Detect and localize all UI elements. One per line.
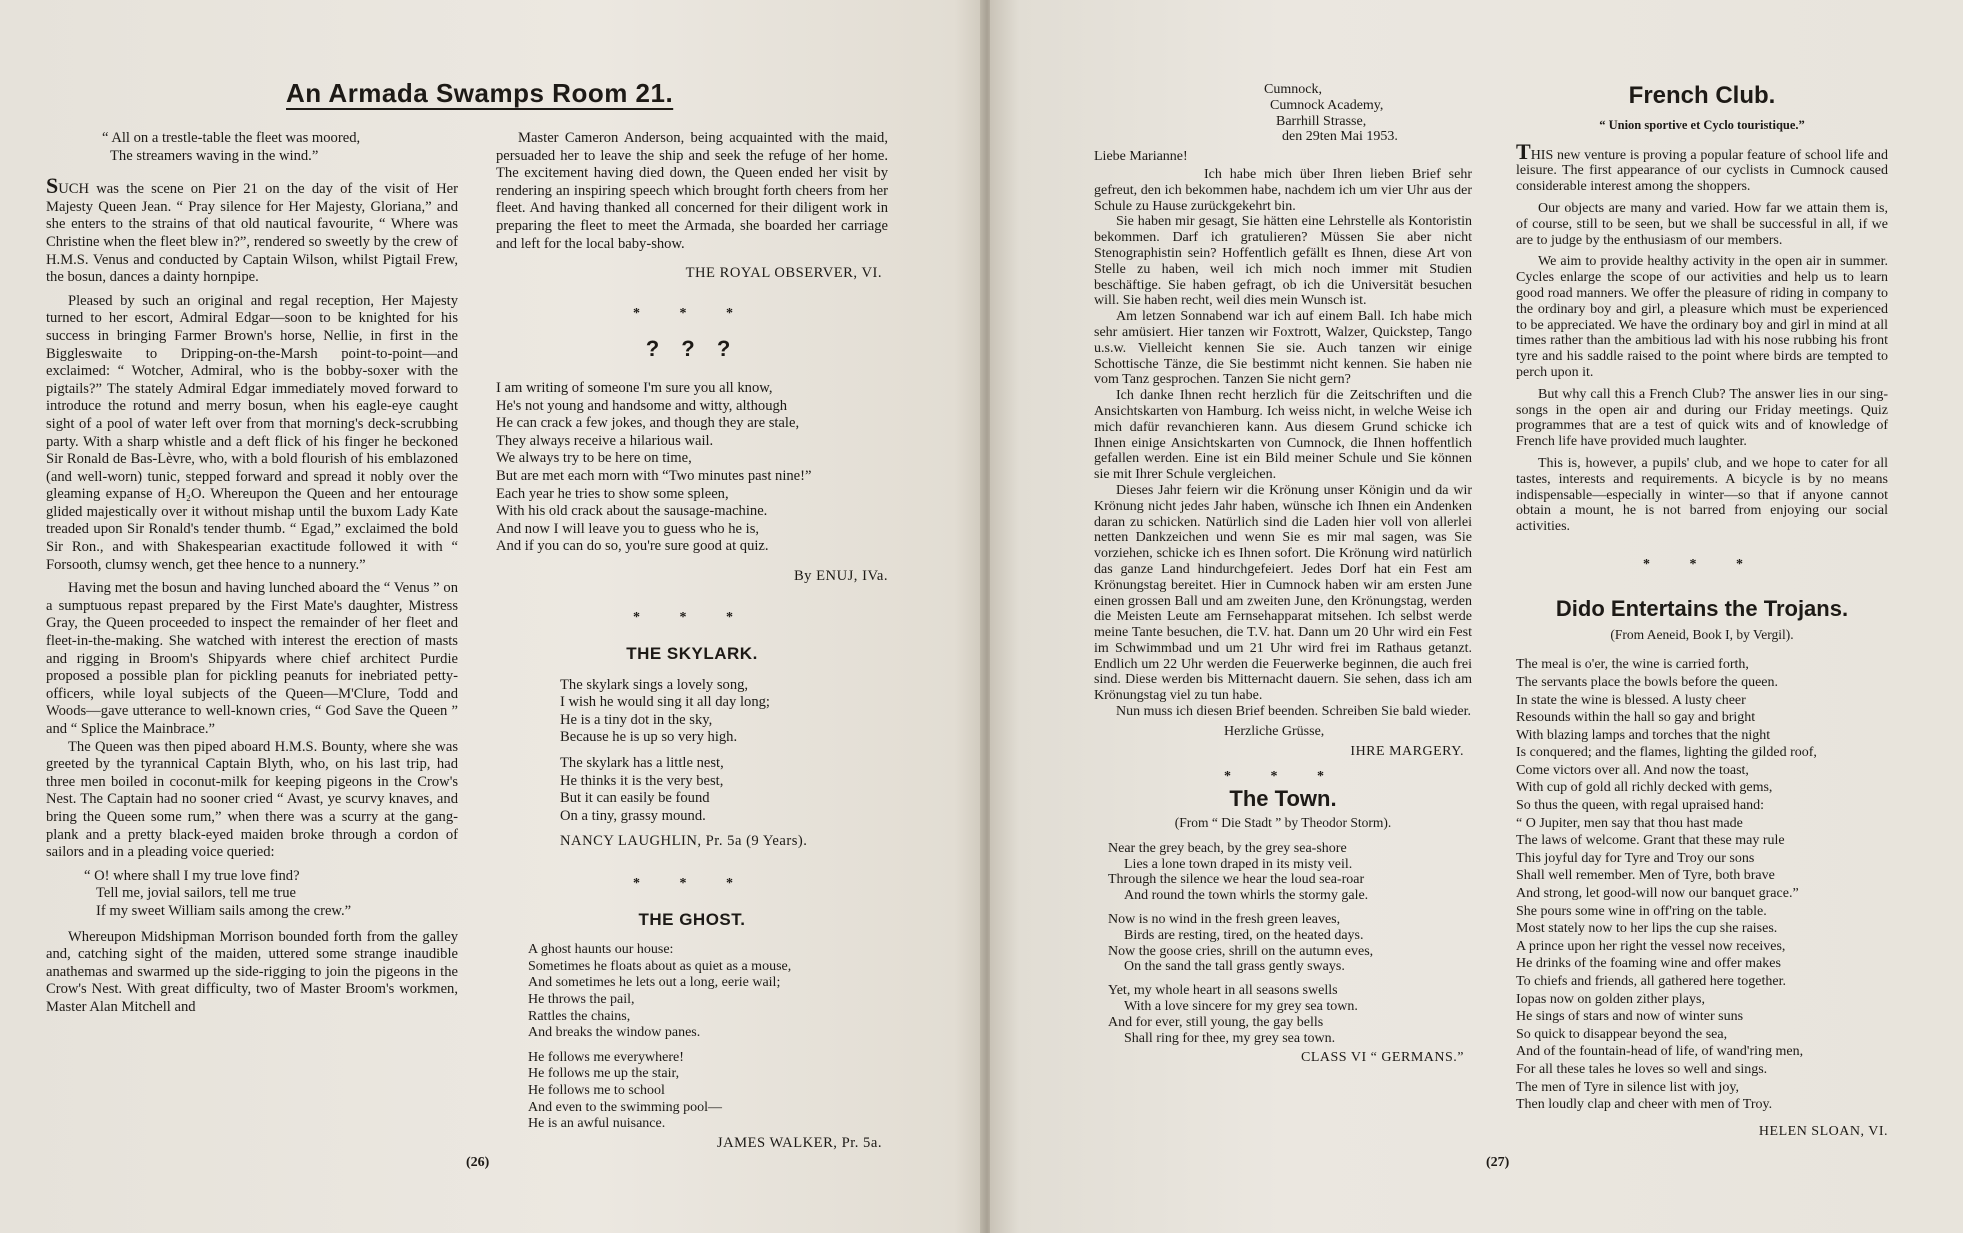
poem-line: The laws of welcome. Grant that these may rule xyxy=(1516,833,1785,849)
ghost-title: THE GHOST. xyxy=(638,909,746,929)
poem-line: With blazing lamps and torches that the night xyxy=(1516,727,1771,743)
poem-line: He sings of stars and now of winter suns xyxy=(1516,1009,1744,1025)
poem-line: He follows me up the stair, xyxy=(528,1066,680,1082)
epigraph-line: The streamers waving in the wind.” xyxy=(110,147,319,164)
french-subtitle: “ Union sportive et Cyclo touristique.” xyxy=(1599,117,1805,132)
poem-line: On the sand the tall grass gently sways. xyxy=(1124,959,1345,975)
letter-paragraph: Dieses Jahr feiern wir die Krönung unser Königin und da wir Krönung nicht jedes Jahr haben, wünsche ich Ihnen ein Andenken daran zu schicken. Natürlich sind die Laden hier voll von allerlei netten Dankzeichen und wenn Sie es mir mal sagen, was Sie vorziehen, schicke ich es Ihnen sofort. Die Krönung wird natürlich das ganze Land hindurchgefeiert. Jedes Dorf hat ein Fest am Krönungstag bereitet. Hier in Cumnock haben wir am ersten June einen grossen Ball und am zweiten June, den Krönungstag, werden die Meisten Leute am Fernsehapparat mitsehen. Ich selbst werde meine Tante besuchen, die T.V. hat. Dann um 20 Uhr wird ein Fest im Schwimmbad und um 21 Uhr wird frei im Rathaus getanzt. Endlich um 22 Uhr werden die Feuerwerke beginnen, die auch frei sind. Diese werden bis Mitternacht dauern. Sie sehen, dass ich am Krönungstag viel zu tun habe. xyxy=(1094,482,1472,704)
poem-line: The meal is o'er, the wine is carried forth, xyxy=(1516,657,1749,673)
french-paragraph: This is, however, a pupils' club, and we hope to cater for all tastes, interests and requirements. A bicycle is by no means indispensable—especially in winter—so that if anyone cannot obtain a mount, he is not barred from enjoying our social activities. xyxy=(1516,455,1888,535)
signature-nancy: NANCY LAUGHLIN, Pr. 5a (9 Years). xyxy=(560,833,808,850)
french-column xyxy=(1516,82,1888,1140)
verse-line: Tell me, jovial sailors, tell me true xyxy=(96,885,296,902)
poem-line: And of the fountain-head of life, of wand'ring men, xyxy=(1516,1044,1804,1060)
poem-line: And for ever, still young, the gay bells xyxy=(1108,1014,1324,1030)
french-paragraph: THIS new venture is proving a popular feature of school life and leisure. The first appearance of our cyclists in Cumnock caused considerable interest among the shoppers. xyxy=(1516,138,1888,195)
poem-line: Because he is up so very high. xyxy=(560,729,738,746)
poem-line xyxy=(528,1042,888,1050)
page-number: (26) xyxy=(466,1155,490,1170)
section-separator: * * * xyxy=(1643,556,1761,572)
poem-line: For all these tales he loves so well and sings. xyxy=(1516,1061,1768,1077)
letter-column xyxy=(1094,82,1472,1066)
poem-line: He can crack a few jokes, and though they are stale, xyxy=(496,415,800,432)
poem-line: Each year he tries to show some spleen, xyxy=(496,485,729,502)
dido-title: Dido Entertains the Trojans. xyxy=(1555,595,1849,621)
skylark-title: THE SKYLARK. xyxy=(626,644,758,664)
address-line: Cumnock Academy, xyxy=(1270,97,1384,113)
article-title: An Armada Swamps Room 21. xyxy=(286,78,674,108)
poem-line: And sometimes he lets out a long, eerie wail; xyxy=(528,975,781,991)
poem-line: He is an awful nuisance. xyxy=(528,1116,666,1132)
skylark-poem xyxy=(560,677,888,826)
signature-observer: THE ROYAL OBSERVER, VI. xyxy=(685,265,882,282)
section-separator: * * * xyxy=(633,610,751,626)
poem-line: This joyful day for Tyre and Troy our sons xyxy=(1516,850,1755,866)
poem-line: And even to the swimming pool— xyxy=(528,1099,723,1115)
poem-line xyxy=(560,747,888,755)
signature-margery: IHRE MARGERY. xyxy=(1350,743,1464,759)
poem-line: The skylark sings a lovely song, xyxy=(560,676,749,693)
poem-line: I am writing of someone I'm sure you all know, xyxy=(496,379,773,396)
paragraph: Having met the bosun and having lunched aboard the “ Venus ” on a sumptuous repast prepared by the First Mate's daughter, Mistress Gray, the Queen proceeded to inspect the remainder of her fleet and fleet-in-the-making. She watched with interest the erection of masts and rigging in Broom's Shipyards where chief architect Purdie proposed a possible plan for pickling peanuts for inebriated petty-officers, while loyal subjects of the Queen—M'Clure, Todd and Woods—gave utterance to well-known cries, “ God Save the Queen ” and “ Splice the Mainbrace.” xyxy=(46,580,458,737)
poem-line: He follows me everywhere! xyxy=(528,1049,684,1065)
letter-body xyxy=(1094,167,1472,720)
poem-line: The men of Tyre in silence list with joy, xyxy=(1516,1079,1739,1095)
poem-line: With a love sincere for my grey sea town. xyxy=(1124,999,1358,1015)
poem-line: Shall ring for thee, my grey sea town. xyxy=(1124,1030,1336,1046)
paragraph: Whereupon Midshipman Morrison bounded forth from the galley and, catching sight of the maiden, uttered some strange inaudible anathemas and swarmed up the side-rigging to join the pigeons in the Crow's Nest. With great difficulty, two of Master Broom's workmen, Master Alan Mitchell and xyxy=(46,928,458,1015)
poem-line: He's not young and handsome and witty, although xyxy=(496,397,788,414)
letter-paragraph: Am letzen Sonnabend war ich auf einem Ball. Ich habe mich sehr amüsiert. Hier tanzen wir Foxtrott, Walzer, Quickstep, Tango u.s.w. Vielleicht kennen Sie sie. Auch tanzen wir einige Schottische Tänze, die Sie bestimmt nicht kennen. Sie haben nie vom Tanz gesprochen. Tanzen Sie nicht gern? xyxy=(1094,309,1472,388)
poem-line: A ghost haunts our house: xyxy=(528,942,674,958)
letter-paragraph: Ich habe mich über Ihren lieben Brief sehr gefreut, den ich bekommen habe, nachdem ich um vier Uhr aus der Schule zu Hause zurückgekehrt bin. xyxy=(1094,166,1472,214)
poem-line: Resounds within the hall so gay and bright xyxy=(1516,710,1756,726)
verse-line: “ O! where shall I my true love find? xyxy=(84,867,300,884)
poem-line: Come victors over all. And now the toast, xyxy=(1516,762,1749,778)
riddle-poem xyxy=(496,380,888,556)
town-title: The Town. xyxy=(1229,786,1337,812)
poem-line: He follows me to school xyxy=(528,1082,665,1098)
letter-salutation: Liebe Marianne! xyxy=(1094,149,1188,165)
poem-line: But it can easily be found xyxy=(560,790,710,807)
poem-line: He thinks it is the very best, xyxy=(560,772,724,789)
riddle-title: ? ? ? xyxy=(645,336,739,362)
dido-poem xyxy=(1516,656,1888,1113)
poem-line: He throws the pail, xyxy=(528,991,635,1007)
signature-enuj: By ENUJ, IVa. xyxy=(793,567,888,584)
poem-line: Lies a lone town draped in its misty veil. xyxy=(1124,856,1353,872)
signature-helen: HELEN SLOAN, VI. xyxy=(1758,1123,1888,1139)
poem-line: In state the wine is blessed. A lusty cheer xyxy=(1516,692,1746,708)
poem-line: To chiefs and friends, all gathered here together. xyxy=(1516,974,1786,989)
letter-paragraph: Ich danke Ihnen recht herzlich für die Zeitschriften und die Ansichtskarten von Hamburg. Ich weiss nicht, in welche Weise ich mich dafür revanchieren kann. Aus diesem Grund schicke ich Ihnen einige Ansichtskarten von Cumnock, die Ihnen hoffentlich gefallen werden. Eine ist ein Bild meiner Schule und Sie können sie mit Ihrer Schule vergleichen. xyxy=(1094,388,1472,483)
poem-line: He is a tiny dot in the sky, xyxy=(560,711,713,728)
poem-line: And round the town whirls the stormy gale. xyxy=(1124,888,1369,904)
letter-paragraph: Nun muss ich diesen Brief beenden. Schreiben Sie bald wieder. xyxy=(1116,704,1471,720)
poem-line: Yet, my whole heart in all seasons swells xyxy=(1108,983,1338,999)
poem-line: “ O Jupiter, men say that thou hast made xyxy=(1516,815,1743,831)
verse xyxy=(84,868,458,921)
poem-line: We always try to be here on time, xyxy=(496,450,692,467)
french-paragraph: We aim to provide healthy activity in the open air in summer. Cycles enlarge the scope of our activities and help us to learn good road manners. We offer the pleasure of riding in company to the ordinary boy and girl, a pleasure which must be experienced to be appreciated. We have the ordinary boy and girl in mind at all times rather than the ambitious lad with his nose rubbing his front tyre and his saddle raised to the point where birds are tempted to perch upon it. xyxy=(1516,254,1888,380)
poem-line: A prince upon her right the vessel now receives, xyxy=(1516,938,1786,954)
poem-line: So thus the queen, with regal upraised hand: xyxy=(1516,798,1765,814)
poem-line: Now is no wind in the fresh green leaves, xyxy=(1108,912,1341,928)
poem-line: The servants place the bowls before the queen. xyxy=(1516,674,1779,690)
signature-class: CLASS VI “ GERMANS.” xyxy=(1301,1050,1464,1066)
poem-line: So quick to disappear beyond the sea, xyxy=(1516,1026,1728,1042)
armada-column-2 xyxy=(496,130,888,1152)
address-line: Barrhill Strasse, xyxy=(1276,113,1367,129)
poem-line: With cup of gold all richly decked with gems, xyxy=(1516,780,1773,796)
poem-line: And strong, let good-will now our banquet grace.” xyxy=(1516,886,1799,902)
poem-line: With his old crack about the sausage-machine. xyxy=(496,503,768,520)
letter-address xyxy=(1264,82,1472,145)
town-subtitle: (From “ Die Stadt ” by Theodor Storm). xyxy=(1174,815,1392,831)
epigraph-line: “ All on a trestle-table the fleet was moored, xyxy=(102,130,361,146)
poem-line: Then loudly clap and cheer with men of Troy. xyxy=(1516,1097,1773,1113)
poem-line: Through the silence we hear the loud sea-roar xyxy=(1108,872,1365,888)
poem-line: On a tiny, grassy mound. xyxy=(560,807,706,824)
signature-james: JAMES WALKER, Pr. 5a. xyxy=(716,1134,882,1151)
paragraph: Master Cameron Anderson, being acquainted with the maid, persuaded her to leave the ship and seek the refuge of her home. The excitement having died down, the Queen ended her visit by rendering an inspiring speech which brought forth cheers from her fleet. And having thanked all concerned for their diligent work in preparing the fleet to meet the Armada, she boarded her carriage and left for the local baby-show. xyxy=(496,130,888,252)
letter-paragraph: Sie haben mir gesagt, Sie hätten eine Lehrstelle als Kontoristin bekommen. Darf ich gratulieren? Müssen Sie aber nicht Stenographistin sein? Hoffentlich gefällt es Ihnen, diese Art von Stelle zu haben, weil ich mich noch immer mit Studien beschäftige. Sie haben gefragt, ob ich die Universität besuchen will. Sie haben recht, weil dies mein Wunsch ist. xyxy=(1094,214,1472,309)
poem-line: But are met each morn with “Two minutes past nine!” xyxy=(496,467,812,484)
town-poem xyxy=(1108,841,1472,1047)
dido-subtitle: (From Aeneid, Book I, by Vergil). xyxy=(1610,626,1794,642)
poem-line: And if you can do so, you're sure good at quiz. xyxy=(496,538,769,555)
poem-line: Now the goose cries, shrill on the autumn eves, xyxy=(1108,943,1374,959)
armada-column-1 xyxy=(46,130,458,1023)
poem-line: Rattles the chains, xyxy=(528,1008,631,1024)
french-paragraph: Our objects are many and varied. How far we attain them is, of course, still to be seen, but we shall be successful in all, if we are to judge by the enthusiasm of our members. xyxy=(1516,200,1888,248)
paragraph: SUCH was the scene on Pier 21 on the day of the visit of Her Majesty Queen Jean. “ Pray silence for Her Majesty, Gloriana,” and she enters to the strains of that old nautical favourite, “ Where was Christine when the fleet blew in?”, rendered so sweetly by the crew of H.M.S. Venus and conducted by Captain Wilson, whilst Pigtail Frew, the bosun, dances a dainty hornpipe. xyxy=(46,173,458,286)
poem-line: Most stately now to her lips the cup she raises. xyxy=(1516,921,1778,937)
poem-line: I wish he would sing it all day long; xyxy=(560,694,770,711)
poem-line: Birds are resting, tired, on the heated days. xyxy=(1124,927,1364,943)
ghost-poem xyxy=(528,942,888,1133)
poem-line: They always receive a hilarious wail. xyxy=(496,432,714,449)
paragraph: Pleased by such an original and regal reception, Her Majesty turned to her escort, Admiral Edgar—soon to be knighted for his success in bringing Farmer Brown's horse, Nellie, in first in the Biggleswaite to Dripping-on-the-Marsh point-to-point—and exclaimed: “ Wotcher, Admiral, who is the bobby-soxer with the pigtails?” The stately Admiral Edgar immediately moved forward to introduce the rotund and merry bosun, when his eagle-eye caught sight of a pool of water left over from that morning's deck-scrubbing party. With a sharp whistle and a deft flick of his finger he beckoned Sir Ronald de Bas-Lèvre, who, with a bold flourish of his emblazoned (and well-worn) tunic, stepped forward and spread it nobly over the gleaming expanse of H₂O. Whereupon the Queen and her entourage glided majestically over it without mishap until the buxom Lady Kate treaded upon Sir Ronald's tender thumb. “ Egad,” exclaimed the bold Sir Ron., and with Shakespearian exactitude followed it with “ Forsooth, clumsy wench, get thee hence to a nunnery.” xyxy=(46,292,458,573)
french-paragraph: But why call this a French Club? The answer lies in our sing-songs in the open air and during our Friday meetings. Quiz programmes that are a test of quick wits and of knowledge of French life have provided much laughter. xyxy=(1516,386,1888,450)
page-number: (27) xyxy=(1486,1155,1510,1170)
address-line: Cumnock, xyxy=(1264,82,1322,97)
epigraph xyxy=(84,130,458,165)
paragraph: The Queen was then piped aboard H.M.S. Bounty, where she was greeted by the tyrannical Captain Blyth, who, on his last trip, had three men boiled in coconut-milk for keeping pigeons in the Crow's Nest. The Captain had no sooner cried “ Avast, ye scurvy knaves, and bring the Queen some rum,” when there was a scurry at the gang-plank and a pretty black-eyed maiden broke through a cordon of sailors and in a pleading voice queried: xyxy=(46,738,458,861)
poem-line: Shall well remember. Men of Tyre, both brave xyxy=(1516,868,1775,884)
letter-closing: Herzliche Grüsse, xyxy=(1224,723,1325,739)
address-line: den 29ten Mai 1953. xyxy=(1282,129,1398,145)
section-separator: * * * xyxy=(633,305,751,321)
poem-line: And breaks the window panes. xyxy=(528,1025,701,1041)
poem-line: The skylark has a little nest, xyxy=(560,755,724,772)
verse-line: If my sweet William sails among the crew.” xyxy=(96,902,352,919)
poem-line: She pours some wine in off'ring on the table. xyxy=(1516,903,1767,919)
french-title: French Club. xyxy=(1628,82,1776,109)
poem-line: Near the grey beach, by the grey sea-shore xyxy=(1108,840,1347,856)
poem-line: And now I will leave you to guess who he is, xyxy=(496,520,760,537)
section-separator: * * * xyxy=(633,876,751,891)
poem-line: Is conquered; and the flames, lighting the gilded roof, xyxy=(1516,745,1817,761)
poem-line xyxy=(1108,975,1472,983)
right-page xyxy=(990,0,1963,1233)
poem-line: Sometimes he floats about as quiet as a mouse, xyxy=(528,958,792,974)
french-body xyxy=(1516,138,1888,535)
poem-line: He drinks of the foaming wine and offer makes xyxy=(1516,956,1781,972)
section-separator: * * * xyxy=(1224,769,1342,785)
poem-line xyxy=(1108,904,1472,912)
poem-line: Iopas now on golden zither plays, xyxy=(1516,991,1705,1007)
